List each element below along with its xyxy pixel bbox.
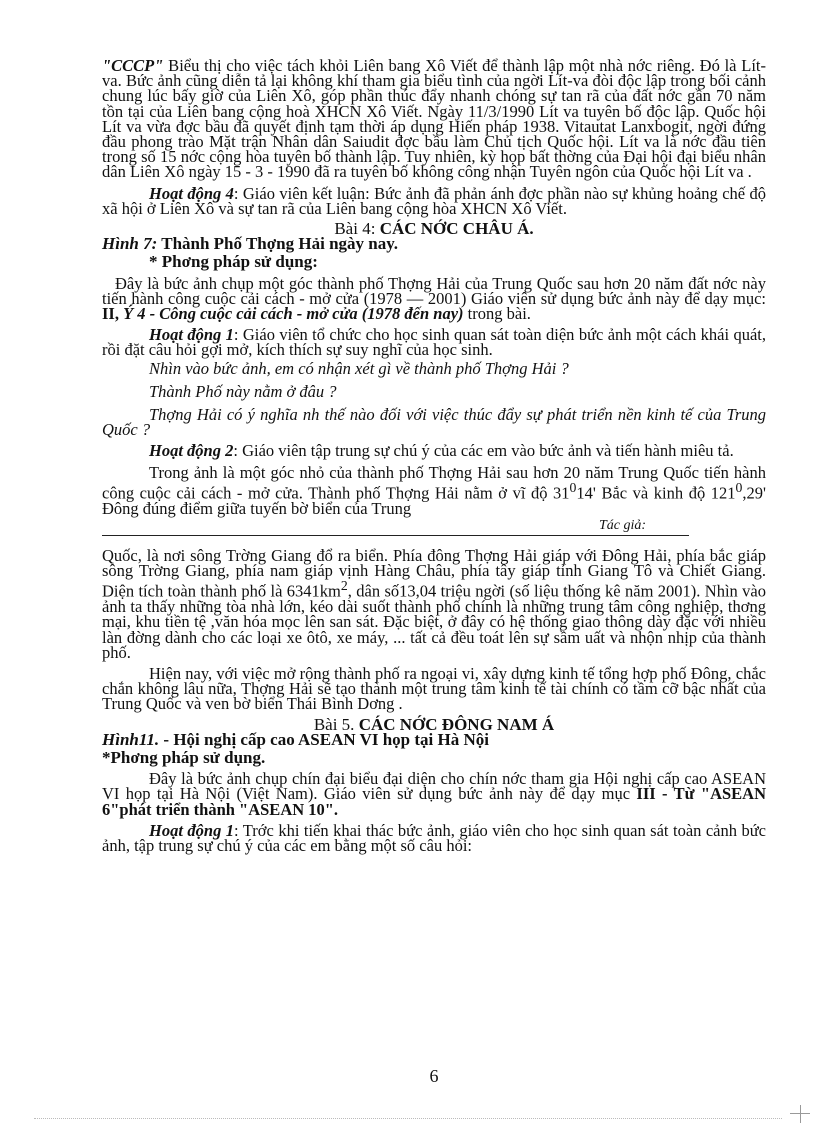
- paragraph-activity-1: [102, 325, 766, 360]
- author-label: Tác giả:: [598, 517, 646, 533]
- paragraph-text: : Giáo viên tập trung sự chú ý của các em vào bức ảnh và tiến hành miêu tả.: [233, 441, 734, 461]
- figure-7-caption: [102, 234, 766, 254]
- paragraph-text: Đây là bức ảnh chụp chín đại biểu đại diện cho chín nớc tham gia Hội nghị cấp cao ASEAN VI họp tại Hà Nội (Việt Nam). Giáo viên sử dụng bức ảnh này để dạy mục: [102, 769, 766, 804]
- paragraph-text: : Giáo viên kết luận: Bức ảnh đã phản ánh đợc phần nào sự khủng hoảng chế độ xã hội ở Liên Xô và sự tan rã của Liên bang cộng hòa XHCN Xô Viết.: [102, 183, 766, 218]
- paragraph-text: : Giáo viên tổ chức cho học sinh quan sát toàn diện bức ảnh một cách khái quát, rồi đặt câu hỏi gợi mở, kích thích sự suy nghĩ của học sinh.: [102, 325, 766, 360]
- paragraph-shanghai-description: [102, 545, 766, 662]
- paragraph-text: : Trớc khi tiến khai thác bức ảnh, giáo viên cho học sinh quan sát toàn cảnh bức ảnh, tập trung sự chú ý của các em bằng một số câu hỏi:: [102, 820, 766, 855]
- figure-label: Hình11.: [102, 729, 160, 749]
- activity-label: Hoạt động 4: [149, 183, 234, 203]
- lesson-prefix: Bài 5.: [313, 714, 355, 734]
- lesson-prefix: Bài 4:: [334, 219, 376, 239]
- figure-11-caption: [102, 729, 766, 749]
- paragraph-text: ,29' Đông đúng điểm giữa tuyến bờ biển của Trung: [102, 483, 766, 518]
- paragraph-shanghai-intro: [102, 273, 766, 324]
- paragraph-shanghai-location: [102, 462, 766, 518]
- lesson-title: CÁC NỚC ĐÔNG NAM Á: [354, 714, 555, 734]
- footnote-divider: [102, 535, 689, 536]
- paragraph-text: Quốc, là nơi sông Trờng Giang đổ ra biển. Phía đông Thợng Hải giáp với Đông Hải, phía bắc giáp sông Trờng Giang, phía nam giáp vịnh Hàng Châu, phía tây giáp tỉnh Giang Tô và Chiết Giang. Diện tích toàn thành phố là 6341km: [102, 545, 766, 601]
- paragraph-shanghai-future: Hiện nay, với việc mở rộng thành phố ra ngoại vi, xây dựng kinh tế tổng hợp phố Đông, chắc chắn không lâu nữa, Thợng Hải sẽ tạo thành một trung tâm kinh tế tài chính có tầm cỡ bậc nhất của Trung Quốc và ven bờ biển Thái Bình Dơng .: [102, 663, 766, 714]
- method-title: * Phơng pháp sử dụng:: [149, 252, 318, 272]
- question-3: Thợng Hải có ý nghĩa nh thế nào đối với việc thúc đẩy sự phát triển nền kinh tế của Trung Quốc ?: [102, 405, 766, 440]
- degree-sup: 0: [569, 479, 577, 495]
- crop-mark: [790, 1113, 810, 1114]
- paragraph-activity-2: [102, 441, 766, 461]
- activity-label: Hoạt động 1: [149, 820, 235, 840]
- method-heading-1: [102, 252, 766, 272]
- paragraph-text: 14' Bắc và kinh độ 121: [576, 483, 736, 503]
- lesson-title: CÁC NỚC CHÂU Á.: [375, 219, 534, 239]
- activity-label: Hoạt động 2: [149, 441, 234, 461]
- paragraph-text: Biểu thị cho việc tách khỏi Liên bang Xô Viết để thành lập một nhà nớc riêng. Đó là Lít-va. Bức ảnh cũng diễn tả lại không khí tham gia biểu tình của ngời Lít-va đòi độc lập trong bối cảnh chung lúc bấy giờ của Liên Xô, góp phần thúc đẩy nhanh chóng sự tan rã của đất nớc gần 70 năm tồn tại của Liên bang cộng hoà XHCN Xô Viết. Ngày 11/3/1990 Lít va tuyên bố độc lập. Quốc hội Lít va vừa đợc bầu đã quyết định tạm thời áp dụng Hiến pháp 1938. Vitautat Lanxbogit, ngời đứng đầu phong trào Mặt trận Nhân dân Saiudit đợc bầu làm Chủ tịch Quốc hội. Lít va là nớc đầu tiên trong số 15 nớc cộng hòa tuyên bố thành lập. Tuy nhiên, kỳ họp bất thờng của Đại hội đại biểu nhân dân Liên Xô ngày 15 - 3 - 1990 đã ra tuyên bố không công nhận Tuyên ngôn của Quốc hội Lít va .: [102, 56, 766, 182]
- area-sup: 2: [340, 578, 348, 594]
- paragraph-text: trong bài.: [463, 304, 531, 324]
- method-title: *Phơng pháp sử dụng.: [102, 747, 266, 767]
- paragraph-activity-4: [102, 183, 766, 218]
- figure-title: - Hội nghị cấp cao ASEAN VI họp tại Hà Nội: [159, 729, 489, 749]
- page-bottom-border: [34, 1118, 782, 1119]
- paragraph-activity-1-asean: [102, 820, 766, 855]
- crop-mark: [800, 1105, 801, 1123]
- question-1: Nhìn vào bức ảnh, em có nhận xét gì về thành phố Thợng Hải ?: [149, 358, 569, 378]
- question-2: Thành Phố này nằm ở đâu ?: [149, 381, 337, 401]
- paragraph-text: Đây là bức ảnh chụp một góc thành phố Thợng Hải của Trung Quốc sau hơn 20 năm đất nớc này tiến hành công cuộc cải cách - mở cửa (1978 — 2001) Giáo viên sử dụng bức ảnh này để dạy mục:: [102, 273, 766, 308]
- paragraph-asean-intro: [102, 771, 766, 817]
- section-ref: III - Từ "ASEAN 6"phát triển thành "ASEAN 10".: [102, 784, 766, 819]
- paragraph-text: Trong ảnh là một góc nhỏ của thành phố Thợng Hải sau hơn 20 năm Trung Quốc tiến hành công cuộc cải cách - mở cửa. Thành phố Thợng Hải nằm ở vĩ độ 31: [102, 462, 766, 503]
- paragraph-text: , dân số13,04 triệu ngời (số liệu thống kê năm 2001). Nhìn vào ảnh ta thấy những tòa nhà lớn, kéo dài suốt thành phố chính là những trung tâm công nghiệp, thơng mại, khu tiền tệ ,văn hóa mọc lên san sát. Đặc biệt, ở đây có hệ thống giao thông dày đặc với nhiều làn đờng dành cho các loại xe ôtô, xe máy, ... tất cả đều toát lên sự sầm uất và nhộn nhịp của thành phố.: [102, 581, 766, 662]
- section-title-ref: Ý 4 - Công cuộc cải cách - mở cửa (1978 đến nay): [123, 304, 464, 324]
- section-ref: II,: [102, 304, 124, 324]
- paragraph-cccp: [102, 58, 766, 180]
- figure-label: Hình 7:: [102, 234, 158, 254]
- activity-label: Hoạt động 1: [149, 325, 234, 345]
- figure-title: Thành Phố Thợng Hải ngày nay.: [157, 234, 399, 254]
- page-number: 6: [429, 1066, 439, 1086]
- quoted-term: "CCCP": [102, 56, 164, 75]
- document-page: [102, 56, 766, 1086]
- degree-sup: 0: [735, 479, 743, 495]
- method-heading-2: [102, 747, 766, 767]
